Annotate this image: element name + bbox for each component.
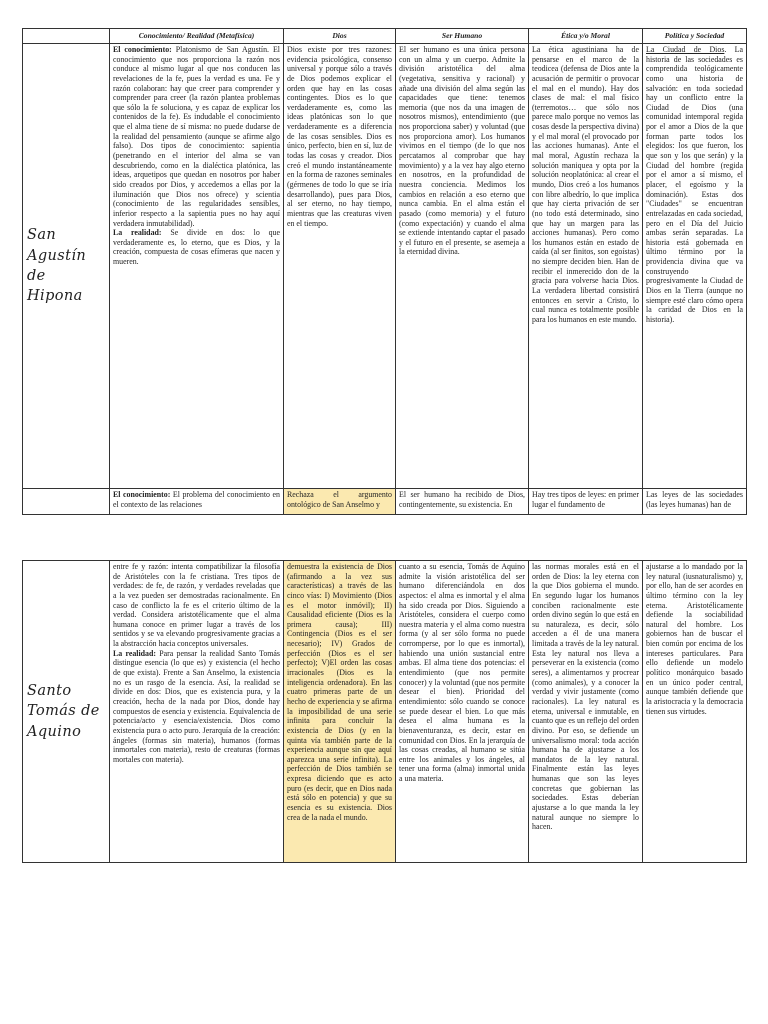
text-realidad: Se divide en dos: lo que verdaderamente es, lo eterno, que es Dios, y la creación, compuesta de cosas efímeras que nacen y mueren. [113,228,280,267]
author-tomas-empty [23,489,110,515]
cell-agustin-ser-humano: El ser humano es una única persona con un alma y un cuerpo. Admite la división aristotélica del alma (vegetativa, sensitiva y racional) y añade una división del alma según las capacidades que tiene: tenemos memoria (que nos da una imagen de nosotros mismos), entendimiento (que nos proporciona saber) y voluntad (que nos proporciona amor). Los humanos vivimos en el tiempo (de lo que nos percatamos al comprobar que hay movimiento) y a la vez hay algo eterno en nosotros, en la profundidad de nuestra conciencia. Medimos los cambios en relación a eso eterno que nunca cambia. En el alma están el pasado (como memoria) y el futuro (como expectación) y cuando el alma se extiende intentando captar el pasado y el futuro en el presente, se asemeja a la eternidad divina. [396,44,529,489]
table-row-tomas [23,561,747,863]
header-etica: Ética y/o Moral [529,29,643,44]
ciudad-de-dios-title: La Ciudad de Dios [646,45,725,54]
label-conocimiento: El conocimiento: [113,490,171,499]
label-realidad: La realidad: [113,648,157,658]
cell-tomas-dios-start: Rechaza el argumento ontológico de San Anselmo y [284,489,396,515]
cell-tomas-politica: ajustarse a lo mandado por la ley natural (iusnaturalismo) y, por ello, han de ser acordes en último término con la ley eterna. Aristotélicamente defiende la sociabilidad natural del hombre. Los gobiernos han de buscar el bien común por encima de los intereses particulares. Para ello defiende un modelo político monárquico basado en un único poder central, aunque también defiende que la aristocracia y la democracia tienen sus virtudes. [643,561,747,863]
cell-tomas-etica-start: Hay tres tipos de leyes: en primer lugar el fundamento de [529,489,643,515]
cell-tomas-dios: demuestra la existencia de Dios (afirmando a la vez sus características) a través de las cinco vías: I) Movimiento (Dios es el motor inmóvil); II) Causalidad eficiente (Dios es la primera causa); III) Contingencia (Dios es el ser necesario); IV) Grados de perfección (Dios es el ser perfecto); V)El orden las cosas irracionales (Dios es la inteligencia ordenadora). En las cuatro primeras parte de un hecho de experiencia y se afirma la imposibilidad de una serie infinita para concluir la existencia de Dios (y en la quinta vía también parte de la experiencia aunque sin que aquí aparezca una serie infinita). La perfección de Dios también se expresa diciendo que es acto puro (es decir, que en Dios nada está sólo en potencia) y que su esencia es su existencia. Dios crea de la nada el mundo. [284,561,396,863]
header-row [23,29,747,44]
cell-tomas-ser-humano: cuanto a su esencia, Tomás de Aquino admite la visión aristotélica del ser humano diferenciándola en dos aspectos: el alma es inmortal y el alma ha sido creada por Dios. Siguiendo a Aristóteles, considera el cuerpo como nuestra materia y el alma como nuestra forma (y al ser sólo forma no puede corromperse, por lo que es inmortal), habiendo una unión sustancial entre ambas. El alma tiene dos potencias: el entendimiento (que nos permite conocer) y la voluntad (que nos permite desear el bien). Prioridad del entendimiento: sólo cuando se conoce se puede desear el bien. Lo que más desea el alma humana es la bienaventuranza, es decir, estar en comunidad con Dios. En la jerarquía de las cosas creadas, al humano se sitúa entre los animales y los ángeles, al tener una forma (alma) inmortal unida a una materia. [396,561,529,863]
author-tomas: Santo Tomás de Aquino [23,561,110,863]
text-politica: . La historia de las sociedades es comprendida teológicamente como una historia de salvación: en toda sociedad hay un conflicto entre la Ciudad de Dios (una comunidad intemporal regida por el amor a Dios de la que forman parte todos los elegidos: los que fueron, los que son y los que serán) y la Ciudad del hombre (regida por el amor a sí mismo, el placer, el egoísmo y la dominación). Estas dos "Ciudades" se encuentran entrelazadas en cada sociedad, pero en el Día del Juicio ambas serán separadas. La historia está gobernada en último término por la providencia divina que va construyendo progresivamente la Ciudad de Dios en la Tierra (aunque no siempre esté claro cómo opera la caridad de Dios en la historia). [646,45,743,324]
cell-agustin-etica: La ética agustiniana ha de pensarse en el marco de la teodicea (defensa de Dios ante la acusación de permitir o provocar el mal en el mundo). Hay dos clases de mal: el mal físico (terremotos… que sólo nos parece malo porque no vemos las cosas desde la perspectiva divina) y el mal moral (el provocado por las acciones humanas). Ante el mal moral, Agustín rechaza la solución maniquea y opta por la solución neoplatónica: al crear el mundo, Dios creó a los humanos con libre albedrío, lo que implica que hay cierta privación de ser (no todo está determinado, sino que hay un margen para las acciones humanas). Pero como los humanos están en estado de caída (al ser finitos, son egoístas) no siempre deciden bien. Han de recibir el inmerecido don de la gracia para volverse hacia Dios. La verdadera libertad consistirá entonces en servir a Cristo, lo cual nunca es totalmente posible para los humanos en este mundo. [529,44,643,489]
cell-tomas-ser-humano-start: El ser humano ha recibido de Dios, contingentemente, su existencia. En [396,489,529,515]
cell-agustin-dios: Dios existe por tres razones: evidencia psicológica, consenso universal y porque sólo a través de Dios podemos explicar el orden que hay en las cosas contingentes. Dios es lo que verdaderamente es, como las ideas platónicas son lo que verdaderamente es a diferencia de las cosas sensibles. Dios es único, perfecto, bien en sí, luz de todas las cosas y creador. Dios creó el mundo instantáneamente en la forma de razones seminales (gérmenes de todo lo que se iría desarrollando), pues para Dios, al ser eterno, no hay tiempo, mientras que las creaturas viven en el tiempo. [284,44,396,489]
cell-tomas-etica: las normas morales está en el orden de Dios: la ley eterna con la que Dios gobierna el mundo. En segundo lugar los humanos conciben racionalmente este orden divino según lo que está en su naturaleza, es decir, sólo acceden a él de una manera limitada a través de la ley natural. Esta ley natural nos lleva a perseverar en la existencia (como seres), a alimentarnos y procrear (como animales), y a conocer la verdad y vivir justamente (como racionales). La ley natural es eterna, universal e inmutable, en cuanto que es un reflejo del orden divino. Por eso, se defiende un universalismo moral: toda acción humana ha de ajustarse a los mandatos de la ley natural. Finalmente están las leyes humanas que son las leyes concretas que gobiernan las sociedades. Estas deberían ajustarse a lo que manda la ley natural aunque no siempre lo hacen. [529,561,643,863]
header-conocimiento: Conocimiento/ Realidad (Metafísica) [110,29,284,44]
header-empty [23,29,110,44]
table-row-agustin [23,44,747,489]
cell-tomas-conocimiento [110,561,284,863]
header-dios: Dios [284,29,396,44]
label-conocimiento: El conocimiento: [113,45,172,54]
header-politica: Política y Sociedad [643,29,747,44]
cell-tomas-conocimiento-start [110,489,284,515]
text-conocimiento: Platonismo de San Agustín. El conocimiento que nos proporciona la razón nos conduce al mismo lugar al que nos conducen las revelaciones de la fe, pues la verdad es una. Fe y razón colaboran: hay que creer para comprender y comprender para creer (la razón plantea problemas que sólo la fe soluciona, y es capaz de explicar los contenidos de la fe). Es indudable el conocimiento que el alma tiene de sí misma: no puede dudarse de la realidad del pensamiento (aunque se afirme algo falso). Dos tipos de conocimiento: sapientia (penetrando en el interior del alma se van descubriendo, como en la dialéctica platónica, las ideas, arquetipos que quedan en nosotros por haber sido creados por Dios, y accedemos a ellas por la iluminación que Dios nos ofrece) y scientia (conocimiento de las regularidades sensibles, inferior respecto a la sapientia pues no hay aquí verdadera inmutabilidad). [113,45,280,228]
cell-agustin-conocimiento [110,44,284,489]
philosophy-table-page-2 [22,560,747,863]
cell-tomas-politica-start: Las leyes de las sociedades (las leyes humanas) han de [643,489,747,515]
text-conocimiento: El problema del conocimiento en el contexto de las relaciones [113,490,280,509]
author-agustin: San Agustín de Hipona [23,44,110,489]
header-ser-humano: Ser Humano [396,29,529,44]
text-conocimiento: entre fe y razón: intenta compatibilizar la filosofía de Aristóteles con la fe cristiana. Tres tipos de verdades: de fe, de razón, y verdades reveladas que a la vez pueden ser demostradas racionalmente. En caso de conflicto la fe es el criterio último de la verdad. Considera aristotélicamente que el alma humana conoce en primer lugar a través de los sentidos y se va elevando progresivamente gracias a la abstracción hacia conceptos universales. [113,562,280,649]
text-realidad: Para pensar la realidad Santo Tomás distingue esencia (lo que es) y existencia (el hecho de que exista). Frente a San Anselmo, la existencia no es un rasgo de la esencia. Así, la realidad se divide en dos: Dios, que es existencia pura, y la creación, hecha de la nada por Dios, donde hay compuestos de esencia y existencia. Equivalencia de potencia/acto y esencia/existencia. Dios como existencia pura o acto puro. Jerarquía de la creación: ángeles (formas sin materia), humanos (formas inmortales con materia), resto de creaturas (formas mortales con materia). [113,648,280,764]
label-realidad: La realidad: [113,228,162,238]
philosophy-table-page-1 [22,28,747,515]
table-row-tomas-start [23,489,747,515]
cell-agustin-politica [643,44,747,489]
